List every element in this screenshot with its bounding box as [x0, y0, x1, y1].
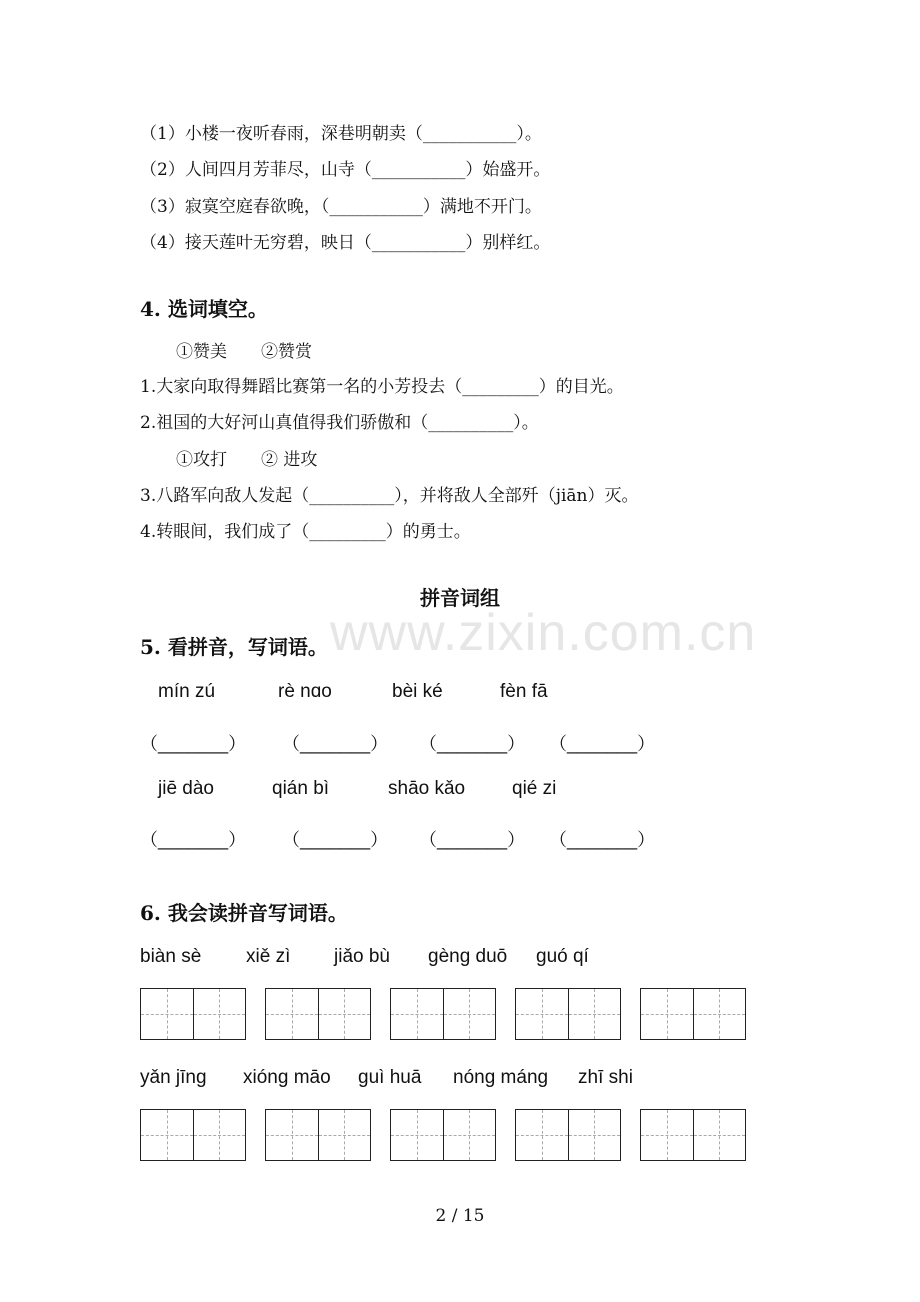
pinyin-renao: rè nɑo: [278, 681, 332, 702]
pinyin-qiezi: qié zi: [512, 778, 557, 799]
question-5-title: 5. 看拼音，写词语。: [140, 635, 328, 659]
pinyin-fenfa: fèn fā: [500, 681, 548, 702]
poem-line-3: （3）寂寞空庭春欲晚，（___________）满地不开门。: [140, 197, 542, 217]
writing-grid[interactable]: [265, 988, 371, 1040]
poem-line-1: （1）小楼一夜听春雨，深巷明朝卖（___________）。: [140, 124, 542, 144]
answer-blank[interactable]: （_______）: [282, 830, 389, 850]
answer-blank[interactable]: （_______）: [282, 734, 389, 754]
pinyin-guihua: guì huā: [358, 1067, 422, 1088]
pinyin-bianse: biàn sè: [140, 946, 202, 967]
writing-grid[interactable]: [390, 1109, 496, 1161]
pinyin-minzu: mín zú: [158, 681, 216, 702]
watermark: www.zixin.com.cn: [330, 604, 757, 662]
pinyin-guoqi: guó qí: [536, 946, 589, 967]
q4-line-4: 4.转眼间，我们成了（_________）的勇士。: [140, 522, 471, 542]
pinyin-yanjing: yǎn jīng: [140, 1067, 207, 1088]
q4-line-3: 3.八路军向敌人发起（__________），并将敌人全部歼（jiān）灭。: [140, 486, 639, 506]
question-4-title: 4. 选词填空。: [140, 297, 268, 321]
writing-grid[interactable]: [515, 988, 621, 1040]
page-number: 2 / 15: [435, 1206, 485, 1226]
pinyin-gengduo: gèng duō: [428, 946, 508, 967]
pinyin-xiezi: xiě zì: [246, 946, 291, 967]
answer-blank[interactable]: （_______）: [419, 734, 526, 754]
answer-blank[interactable]: （_______）: [140, 734, 247, 754]
pinyin-beike: bèi ké: [392, 681, 443, 702]
poem-line-4: （4）接天莲叶无穷碧，映日（___________）别样红。: [140, 233, 551, 253]
writing-grid[interactable]: [390, 988, 496, 1040]
pinyin-jiedao: jiē dào: [158, 778, 214, 799]
pinyin-jiaobu: jiǎo bù: [334, 946, 390, 967]
writing-grid[interactable]: [265, 1109, 371, 1161]
answer-blank[interactable]: （_______）: [140, 830, 247, 850]
writing-grid[interactable]: [640, 988, 746, 1040]
answer-blank[interactable]: （_______）: [549, 734, 656, 754]
q4-line-1: 1.大家向取得舞蹈比赛第一名的小芳投去（_________）的目光。: [140, 377, 624, 397]
section-title: 拼音词组: [420, 586, 500, 610]
answer-blank[interactable]: （_______）: [549, 830, 656, 850]
pinyin-xiongmao: xióng māo: [243, 1067, 331, 1088]
writing-grid[interactable]: [515, 1109, 621, 1161]
writing-grid[interactable]: [140, 1109, 246, 1161]
pinyin-qianbi: qián bì: [272, 778, 330, 799]
question-6-title: 6. 我会读拼音写词语。: [140, 901, 348, 925]
pinyin-nongmang: nóng máng: [453, 1067, 549, 1088]
answer-blank[interactable]: （_______）: [419, 830, 526, 850]
q4-line-2: 2.祖国的大好河山真值得我们骄傲和（__________）。: [140, 413, 539, 433]
pinyin-shaokao: shāo kǎo: [388, 778, 466, 799]
q4-options-a: ①赞美 ②赞赏: [176, 342, 312, 362]
writing-grid[interactable]: [640, 1109, 746, 1161]
q4-options-b: ①攻打 ② 进攻: [176, 450, 318, 470]
poem-line-2: （2）人间四月芳菲尽，山寺（___________）始盛开。: [140, 160, 551, 180]
pinyin-zhishi: zhī shi: [578, 1067, 633, 1088]
writing-grid[interactable]: [140, 988, 246, 1040]
